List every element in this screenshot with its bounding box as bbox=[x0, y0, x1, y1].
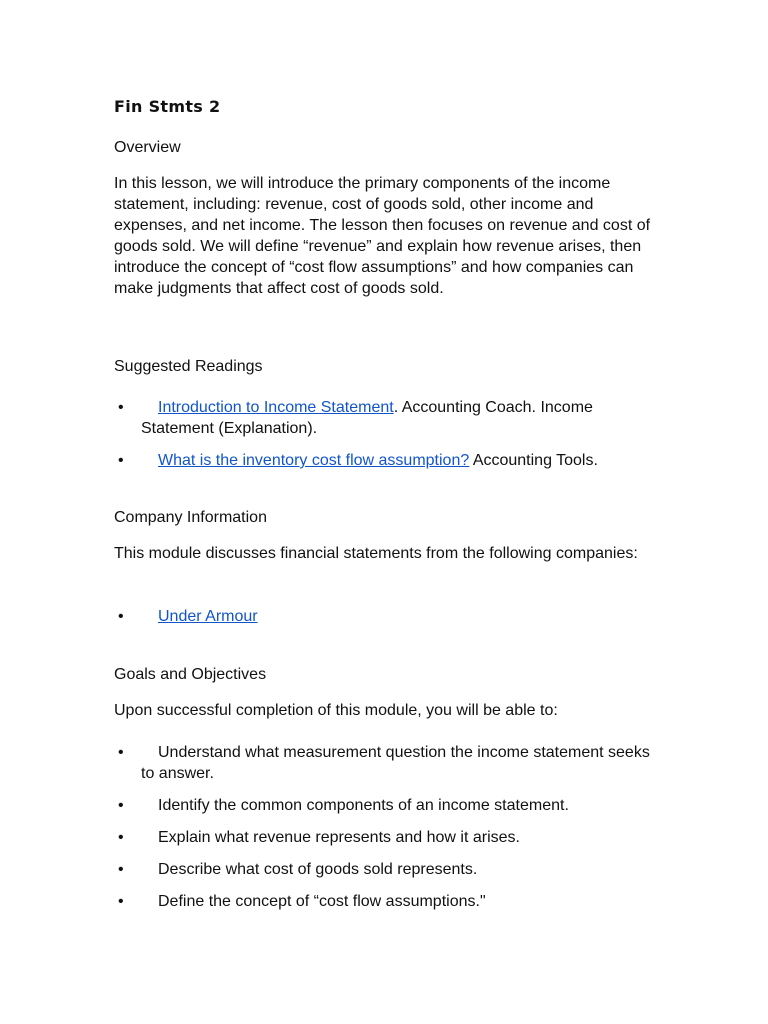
list-item bbox=[114, 742, 659, 784]
suggested-readings-heading: Suggested Readings bbox=[114, 358, 263, 375]
company-paragraph: This module discusses financial statements from the following companies: bbox=[114, 545, 638, 562]
goals-paragraph: Upon successful completion of this module, you will be able to: bbox=[114, 702, 558, 719]
goal-text: Identify the common components of an income statement. bbox=[158, 797, 569, 814]
list-item bbox=[114, 795, 659, 816]
list-item bbox=[114, 891, 659, 912]
goal-text: Define the concept of “cost flow assumptions." bbox=[158, 893, 486, 910]
income-statement-link[interactable]: Introduction to Income Statement bbox=[158, 399, 394, 416]
list-item bbox=[114, 827, 659, 848]
company-information-heading: Company Information bbox=[114, 509, 267, 526]
under-armour-link[interactable]: Under Armour bbox=[158, 608, 258, 625]
list-item bbox=[114, 397, 659, 439]
bullet-icon: • bbox=[118, 608, 124, 625]
bullet-icon: • bbox=[118, 861, 124, 878]
list-item bbox=[114, 450, 659, 471]
document-title: Fin Stmts 2 bbox=[114, 97, 221, 116]
goal-text: Understand what measurement question the income statement seeks to answer. bbox=[141, 744, 650, 782]
bullet-icon: • bbox=[118, 797, 124, 814]
goal-text: Describe what cost of goods sold represents. bbox=[158, 861, 478, 878]
bullet-icon: • bbox=[118, 399, 124, 416]
reading-citation: . Accounting Coach. Income Statement (Explanation). bbox=[141, 399, 593, 437]
inventory-cost-flow-link[interactable]: What is the inventory cost flow assumption? bbox=[158, 452, 470, 469]
bullet-icon: • bbox=[118, 452, 124, 469]
suggested-readings-list bbox=[114, 397, 659, 471]
goals-objectives-heading: Goals and Objectives bbox=[114, 666, 267, 683]
overview-paragraph: In this lesson, we will introduce the primary components of the income statement, including: revenue, cost of goods sold, other income and expenses, and net income. The lesson then focuses on revenue and cost of goods sold. We will define “revenue” and explain how revenue arises, then introduce the concept of “cost flow assumptions” and how companies can make judgments that affect cost of goods sold. bbox=[114, 175, 651, 297]
company-list bbox=[114, 606, 659, 627]
list-item bbox=[114, 606, 659, 627]
bullet-icon: • bbox=[118, 893, 124, 910]
overview-heading: Overview bbox=[114, 139, 181, 156]
list-item bbox=[114, 859, 659, 880]
goal-text: Explain what revenue represents and how it arises. bbox=[158, 829, 520, 846]
reading-citation: Accounting Tools. bbox=[469, 452, 598, 469]
bullet-icon: • bbox=[118, 829, 124, 846]
goals-list bbox=[114, 742, 659, 912]
bullet-icon: • bbox=[118, 744, 124, 761]
